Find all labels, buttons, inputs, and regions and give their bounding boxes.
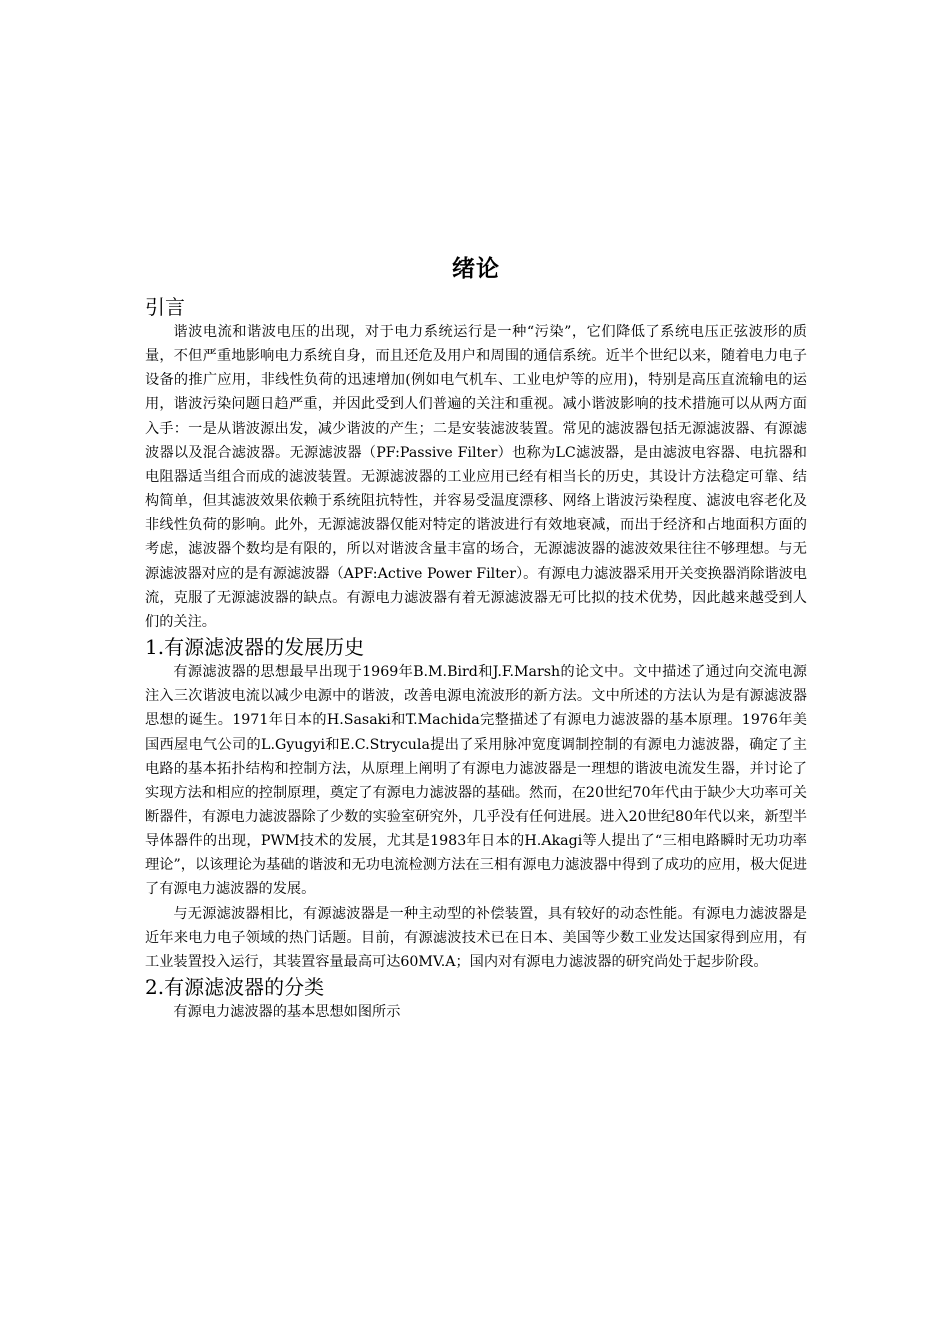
paragraph: 有源电力滤波器的基本思想如图所示 bbox=[173, 1004, 401, 1021]
section-heading: 引言 bbox=[145, 295, 185, 319]
section-heading: 2.有源滤波器的分类 bbox=[145, 975, 325, 1000]
document-title: 绪论 bbox=[452, 255, 500, 282]
paragraph: 谐波电流和谐波电压的出现，对于电力系统运行是一种“污染”，它们降低了系统电压正弦波形的质量，不但严重地影响电力系统自身，而且还危及用户和周围的通信系统。近半个世纪以来，随着电力电子设备的推广应用，非线性负荷的迅速增加(例如电气机车、工业电炉等的应用)，特别是高压直流输电的运用，谐波污染问题日趋严重，并因此受到人们普遍的关注和重视。减小谐波影响的技术措施可以从两方面入手：一是从谐波源出发，减少谐波的产生；二是安装滤波装置。常见的滤波器包括无源滤波器、有源滤波器以及混合滤波器。无源滤波器（PF:Passive Filter）也称为LC滤波器，是由滤波电容器、电抗器和电阻器适当组合而成的滤波装置。无源滤波器的工业应用已经有相当长的历史，其设计方法稳定可靠、结构简单，但其滤波效果依赖于系统阻抗特性，并容易受温度漂移、网络上谐波污染程度、滤波电容老化及非线性负荷的影响。此外，无源滤波器仅能对特定的谐波进行有效地衰减，而出于经济和占地面积方面的考虑，滤波器个数均是有限的，所以对谐波含量丰富的场合，无源滤波器的滤波效果往往不够理想。与无源滤波器对应的是有源滤波器（APF:Active Power Filter）。有源电力滤波器采用开关变换器消除谐波电流，克服了无源滤波器的缺点。有源电力滤波器有着无源滤波器无可比拟的技术优势，因此越来越受到人们的关注。 bbox=[145, 324, 807, 630]
section-classification bbox=[145, 974, 807, 1024]
section-history bbox=[145, 634, 807, 974]
section-introduction bbox=[145, 294, 807, 634]
document-page bbox=[145, 252, 807, 1024]
paragraph: 有源滤波器的思想最早出现于1969年B.M.Bird和J.F.Marsh的论文中。文中描述了通过向交流电源注入三次谐波电流以减少电源中的谐波，改善电源电流波形的新方法。文中所述的方法认为是有源滤波器思想的诞生。1971年日本的H.Sasaki和T.Machida完整描述了有源电力滤波器的基本原理。1976年美国西屋电气公司的L.Gyugyi和E.C.Strycula提出了采用脉冲宽度调制控制的有源电力滤波器，确定了主电路的基本拓扑结构和控制方法，从原理上阐明了有源电力滤波器是一理想的谐波电流发生器，并讨论了实现方法和相应的控制原理，奠定了有源电力滤波器的基础。然而，在20世纪70年代由于缺少大功率可关断器件，有源电力滤波器除了少数的实验室研究外，几乎没有任何进展。进入20世纪80年代以来，新型半导体器件的出现，PWM技术的发展，尤其是1983年日本的H.Akagi等人提出了“三相电路瞬时无功功率理论”，以该理论为基础的谐波和无功电流检测方法在三相有源电力滤波器中得到了成功的应用，极大促进了有源电力滤波器的发展。 bbox=[145, 664, 807, 898]
paragraph: 与无源滤波器相比，有源滤波器是一种主动型的补偿装置，具有较好的动态性能。有源电力滤波器是近年来电力电子领域的热门话题。目前，有源滤波技术已在日本、美国等少数工业发达国家得到应用，有工业装置投入运行，其装置容量最高可达60MV.A；国内对有源电力滤波器的研究尚处于起步阶段。 bbox=[145, 905, 807, 970]
section-heading: 1.有源滤波器的发展历史 bbox=[145, 635, 365, 660]
